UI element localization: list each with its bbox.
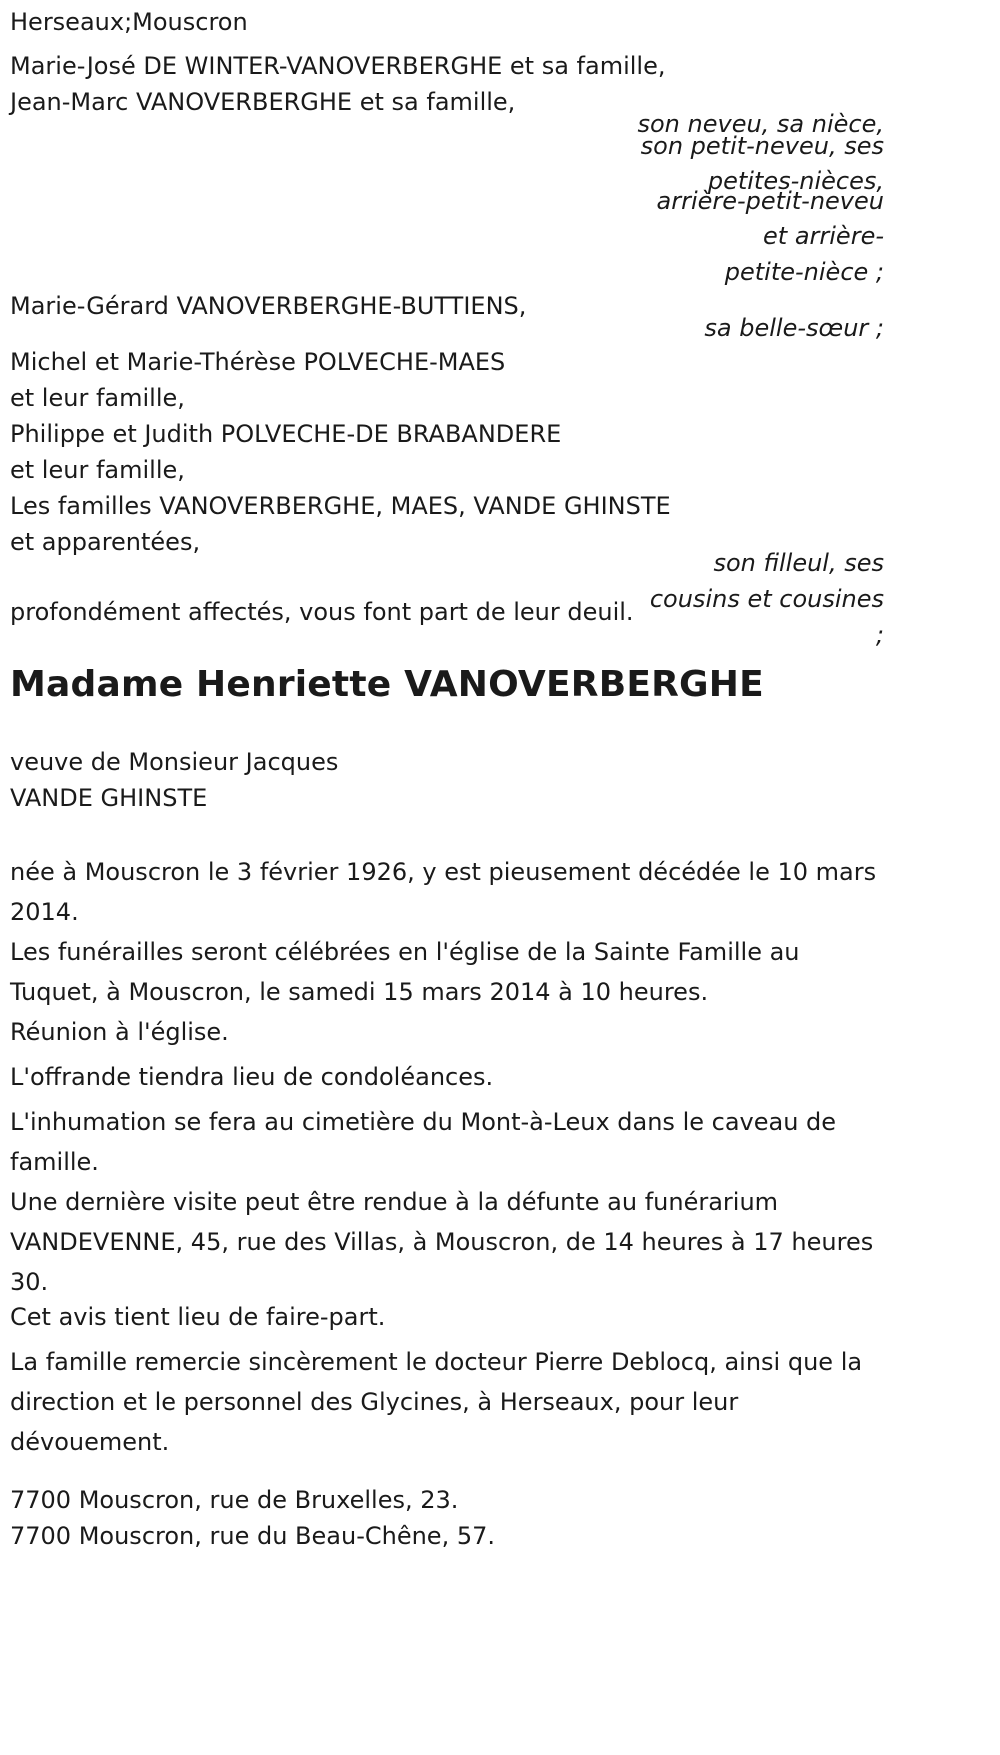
location-header: Herseaux;Mouscron [10,8,248,36]
widow-line: VANDE GHINSTE [10,784,208,812]
detail-paragraph: née à Mouscron le 3 février 1926, y est pieusement décédée le 10 mars 2014. [10,858,877,926]
detail-paragraph: L'inhumation se fera au cimetière du Mont-à-Leux dans le caveau de famille. [10,1108,837,1176]
relation-line: son petit-neveu, ses [640,132,884,160]
family-line: Marie-Gérard VANOVERBERGHE-BUTTIENS, [10,292,527,320]
address-line: 7700 Mouscron, rue de Bruxelles, 23. [10,1486,459,1514]
detail-paragraph: Cet avis tient lieu de faire-part. [10,1303,386,1331]
detail-paragraph: L'offrande tiendra lieu de condoléances. [10,1063,494,1091]
family-line: Philippe et Judith POLVECHE-DE BRABANDERE [10,420,562,448]
relation-line: sa belle-sœur ; [704,314,884,342]
relation-line: arrière-petit-neveu [656,187,884,215]
relation-line: et arrière- [763,222,884,250]
detail-paragraph: Réunion à l'église. [10,1018,229,1046]
relation-line: petites-nièces, [707,167,884,195]
address-line: 7700 Mouscron, rue du Beau-Chêne, 57. [10,1522,495,1550]
relation-line: ; [875,621,884,649]
family-closing-line: profondément affectés, vous font part de leur deuil. [10,598,634,626]
relation-line: son filleul, ses [713,549,884,577]
relation-line: cousins et cousines [649,585,884,613]
detail-paragraph: Une dernière visite peut être rendue à la défunte au funérarium VANDEVENNE, 45, rue des Villas, à Mouscron, de 14 heures à 17 heures 30. [10,1188,874,1296]
family-line: et leur famille, [10,384,185,412]
family-line: Jean-Marc VANOVERBERGHE et sa famille, [10,88,516,116]
family-line: et leur famille, [10,456,185,484]
detail-paragraph: Les funérailles seront célébrées en l'église de la Sainte Famille au Tuquet, à Mouscron, le samedi 15 mars 2014 à 10 heures. [10,938,800,1006]
family-line: Les familles VANOVERBERGHE, MAES, VANDE GHINSTE [10,492,671,520]
detail-paragraph: La famille remercie sincèrement le docteur Pierre Deblocq, ainsi que la direction et le personnel des Glycines, à Herseaux, pour leur dévouement. [10,1348,863,1456]
widow-line: veuve de Monsieur Jacques [10,748,339,776]
relation-line: son neveu, sa nièce, [637,110,884,138]
family-line: Marie-José DE WINTER-VANOVERBERGHE et sa famille, [10,52,666,80]
relation-line: petite-nièce ; [724,258,884,286]
family-line: et apparentées, [10,528,201,556]
family-line: Michel et Marie-Thérèse POLVECHE-MAES [10,348,506,376]
deceased-name: Madame Henriette VANOVERBERGHE [10,664,764,705]
